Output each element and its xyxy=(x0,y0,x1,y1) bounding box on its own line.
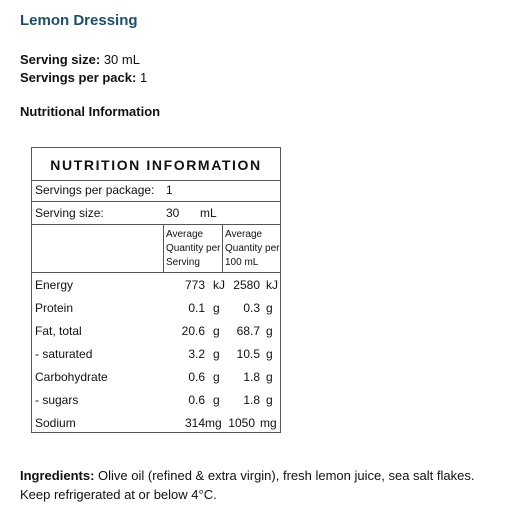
nutrient-per-100ml: 2580 xyxy=(233,278,260,292)
section-heading: Nutritional Information xyxy=(20,104,161,119)
nutrient-per-serving: 773 xyxy=(184,278,205,292)
nutrient-per-serving: 20.6 xyxy=(181,324,205,338)
servings-per-pack-label: Servings per pack: xyxy=(20,70,137,85)
panel-serving-size-label: Serving size: xyxy=(35,206,104,220)
nutrient-per-serving-unit: g xyxy=(213,301,220,315)
page-title: Lemon Dressing xyxy=(20,12,138,29)
nutrient-name: Fat, total xyxy=(35,324,82,338)
nutrient-name: - sugars xyxy=(35,393,79,407)
nutrient-per-serving: 0.1 xyxy=(188,301,205,315)
nutrition-panel-title: NUTRITION INFORMATION xyxy=(50,157,262,173)
per-serving-header-line: Average xyxy=(166,229,204,240)
nutrient-per-100ml: 10.5 xyxy=(236,347,260,361)
serving-size-label: Serving size: xyxy=(20,52,101,67)
servings-per-package-value: 1 xyxy=(166,183,173,197)
storage-instructions: Keep refrigerated at or below 4°C. xyxy=(20,487,217,502)
nutrient-per-100ml: 0.3 xyxy=(243,301,260,315)
panel-divider xyxy=(32,201,280,202)
per-100ml-header-line: Quantity per xyxy=(225,243,280,254)
panel-divider xyxy=(32,272,280,273)
nutrient-per-serving: 3.2 xyxy=(188,347,205,361)
nutrient-per-serving: 0.6 xyxy=(188,393,205,407)
panel-serving-size-unit: mL xyxy=(200,206,217,220)
ingredients-line xyxy=(20,466,474,485)
nutrient-name: - saturated xyxy=(35,347,93,361)
nutrient-per-serving: 314 xyxy=(184,416,205,430)
nutrient-per-serving: 0.6 xyxy=(188,370,205,384)
nutrient-per-100ml: 1.8 xyxy=(243,370,260,384)
serving-size-line xyxy=(20,52,140,67)
nutrient-per-100ml: 1050 xyxy=(228,416,255,430)
ingredients-label: Ingredients: xyxy=(20,468,95,483)
ingredients-block xyxy=(20,466,474,504)
nutrient-per-serving-unit: g xyxy=(213,393,220,407)
nutrient-per-serving-unit: g xyxy=(213,324,220,338)
nutrient-per-100ml-unit: g xyxy=(266,393,273,407)
column-divider xyxy=(163,224,164,273)
nutrient-per-100ml: 68.7 xyxy=(236,324,260,338)
nutrient-name: Energy xyxy=(35,278,74,292)
per-100ml-header-line: 100 mL xyxy=(225,257,259,268)
nutrient-per-serving-unit: kJ xyxy=(213,278,225,292)
nutrient-name: Protein xyxy=(35,301,74,315)
nutrient-name: Carbohydrate xyxy=(35,370,108,384)
nutrient-per-100ml-unit: g xyxy=(266,324,273,338)
nutrition-panel xyxy=(31,147,281,433)
nutrient-per-100ml-unit: kJ xyxy=(266,278,278,292)
column-divider xyxy=(222,224,223,273)
servings-per-package-label: Servings per package: xyxy=(35,183,155,197)
nutrient-name: Sodium xyxy=(35,416,76,430)
servings-per-pack-line xyxy=(20,70,147,85)
nutrient-per-serving-unit: g xyxy=(213,347,220,361)
per-100ml-header xyxy=(225,228,279,270)
panel-serving-size-value: 30 xyxy=(166,206,180,220)
serving-size-value: 30 mL xyxy=(100,52,140,67)
per-serving-header-line: Serving xyxy=(166,257,200,268)
per-100ml-header-line: Average xyxy=(225,229,263,240)
servings-per-pack-value: 1 xyxy=(136,70,148,85)
nutrient-per-100ml-unit: g xyxy=(266,370,273,384)
panel-divider xyxy=(32,180,280,181)
ingredients-text: Olive oil (refined & extra virgin), fresh lemon juice, sea salt flakes. xyxy=(94,468,475,483)
nutrient-per-100ml-unit: g xyxy=(266,301,273,315)
nutrient-per-serving-unit: mg xyxy=(205,416,222,430)
panel-divider xyxy=(32,224,280,225)
nutrient-per-100ml-unit: mg xyxy=(260,416,277,430)
nutrient-per-100ml: 1.8 xyxy=(243,393,260,407)
per-serving-header-line: Quantity per xyxy=(166,243,221,254)
nutrient-per-100ml-unit: g xyxy=(266,347,273,361)
nutrient-per-serving-unit: g xyxy=(213,370,220,384)
per-serving-header xyxy=(166,228,220,270)
